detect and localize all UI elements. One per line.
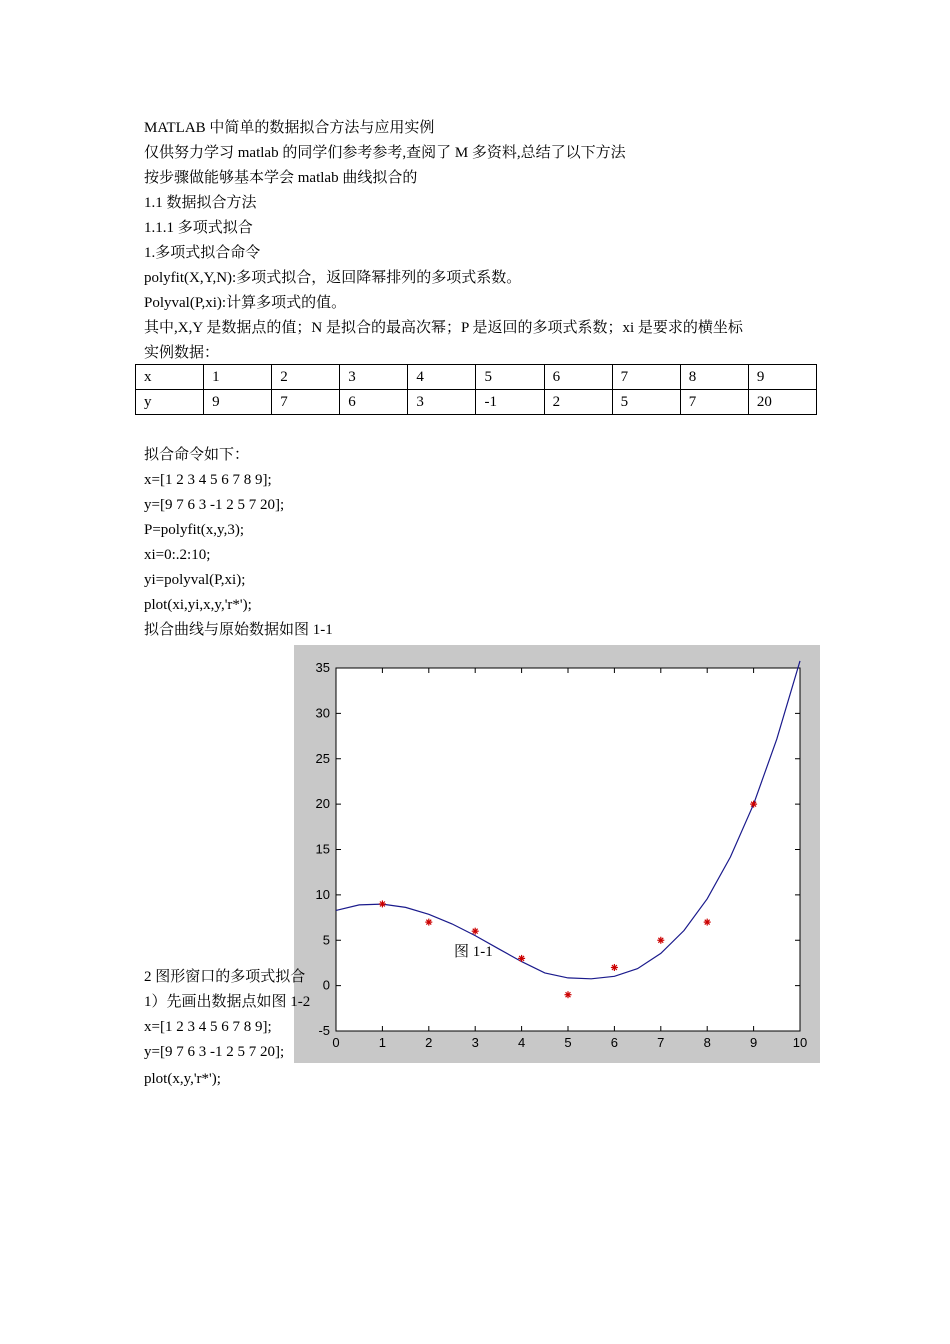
table-cell: y (136, 390, 204, 415)
y-tick-label: -5 (318, 1023, 330, 1038)
table-cell: x (136, 365, 204, 390)
code-line: y=[9 7 6 3 -1 2 5 7 20]; (144, 497, 285, 513)
section-heading: 1.1 数据拟合方法 (144, 195, 257, 211)
data-table (135, 364, 817, 415)
intro-line: 仅供努力学习 matlab 的同学们参考参考,查阅了 M 多资料,总结了以下方法 (144, 145, 626, 161)
document-title: MATLAB 中简单的数据拟合方法与应用实例 (144, 120, 435, 136)
x-tick-label: 5 (564, 1035, 572, 1050)
x-tick-label: 10 (792, 1035, 808, 1050)
table-cell: 2 (544, 390, 612, 415)
body-line: 其中,X,Y 是数据点的值；N 是拟合的最高次幂；P 是返回的多项式系数；xi 是要求的横坐标 (144, 320, 743, 336)
intro-line: 按步骤做能够基本学会 matlab 曲线拟合的 (144, 170, 418, 186)
code-line: x=[1 2 3 4 5 6 7 8 9]; (144, 472, 272, 488)
body-line: Polyval(P,xi):计算多项式的值。 (144, 295, 347, 311)
code-line: plot(xi,yi,x,y,'r*'); (144, 597, 252, 613)
code-line: plot(x,y,'r*'); (144, 1071, 221, 1087)
table-cell: 6 (340, 390, 408, 415)
x-tick-label: 0 (332, 1035, 340, 1050)
x-tick-label: 4 (517, 1035, 526, 1050)
table-cell: 7 (612, 365, 680, 390)
x-tick-label: 9 (749, 1035, 758, 1050)
plot-area (336, 668, 800, 1031)
y-tick-label: 10 (315, 886, 330, 902)
subsection-heading: 1.1.1 多项式拟合 (144, 220, 253, 236)
table-cell: 9 (748, 365, 816, 390)
code-line: xi=0:.2:10; (144, 547, 211, 563)
table-cell: -1 (476, 390, 544, 415)
figure-caption: 图 1-1 (454, 944, 493, 960)
y-tick-label: 5 (322, 932, 330, 948)
table-cell: 4 (408, 365, 476, 390)
table-cell: 5 (476, 365, 544, 390)
y-tick-label: 15 (315, 841, 330, 857)
code-line: x=[1 2 3 4 5 6 7 8 9]; (144, 1019, 272, 1035)
y-tick-label: 35 (315, 660, 330, 675)
table-cell: 5 (612, 390, 680, 415)
table-row (136, 365, 817, 390)
table-cell: 2 (272, 365, 340, 390)
x-tick-label: 2 (425, 1035, 433, 1050)
body-line: polyfit(X,Y,N):多项式拟合，返回降幂排列的多项式系数。 (144, 270, 522, 286)
table-cell: 3 (408, 390, 476, 415)
table-cell: 9 (204, 390, 272, 415)
x-tick-label: 6 (610, 1035, 619, 1050)
table-cell: 3 (340, 365, 408, 390)
table-cell: 7 (272, 390, 340, 415)
table-cell: 8 (680, 365, 748, 390)
x-tick-label: 3 (471, 1035, 479, 1050)
x-tick-label: 8 (703, 1035, 711, 1050)
table-cell: 7 (680, 390, 748, 415)
table-cell: 1 (204, 365, 272, 390)
code-line: yi=polyval(P,xi); (144, 572, 246, 588)
y-tick-label: 25 (315, 750, 330, 766)
x-tick-label: 7 (657, 1035, 665, 1050)
body-line: 实例数据： (144, 345, 220, 361)
table-cell: 20 (748, 390, 816, 415)
body-line: 1）先画出数据点如图 1-2 (144, 994, 311, 1010)
table-row (136, 390, 817, 415)
fit-chart (294, 645, 820, 1063)
body-line: 拟合命令如下： (144, 447, 250, 463)
y-tick-label: 30 (315, 705, 330, 721)
paragraph-heading: 1.多项式拟合命令 (144, 245, 261, 261)
table-cell: 6 (544, 365, 612, 390)
code-line: P=polyfit(x,y,3); (144, 522, 244, 538)
code-line: y=[9 7 6 3 -1 2 5 7 20]; (144, 1044, 285, 1060)
y-tick-label: 0 (322, 977, 330, 993)
body-line: 拟合曲线与原始数据如图 1-1 (144, 622, 333, 638)
section-heading: 2 图形窗口的多项式拟合 (144, 969, 306, 985)
matlab-figure (294, 645, 820, 1063)
x-tick-label: 1 (378, 1035, 387, 1050)
y-tick-label: 20 (315, 796, 330, 812)
